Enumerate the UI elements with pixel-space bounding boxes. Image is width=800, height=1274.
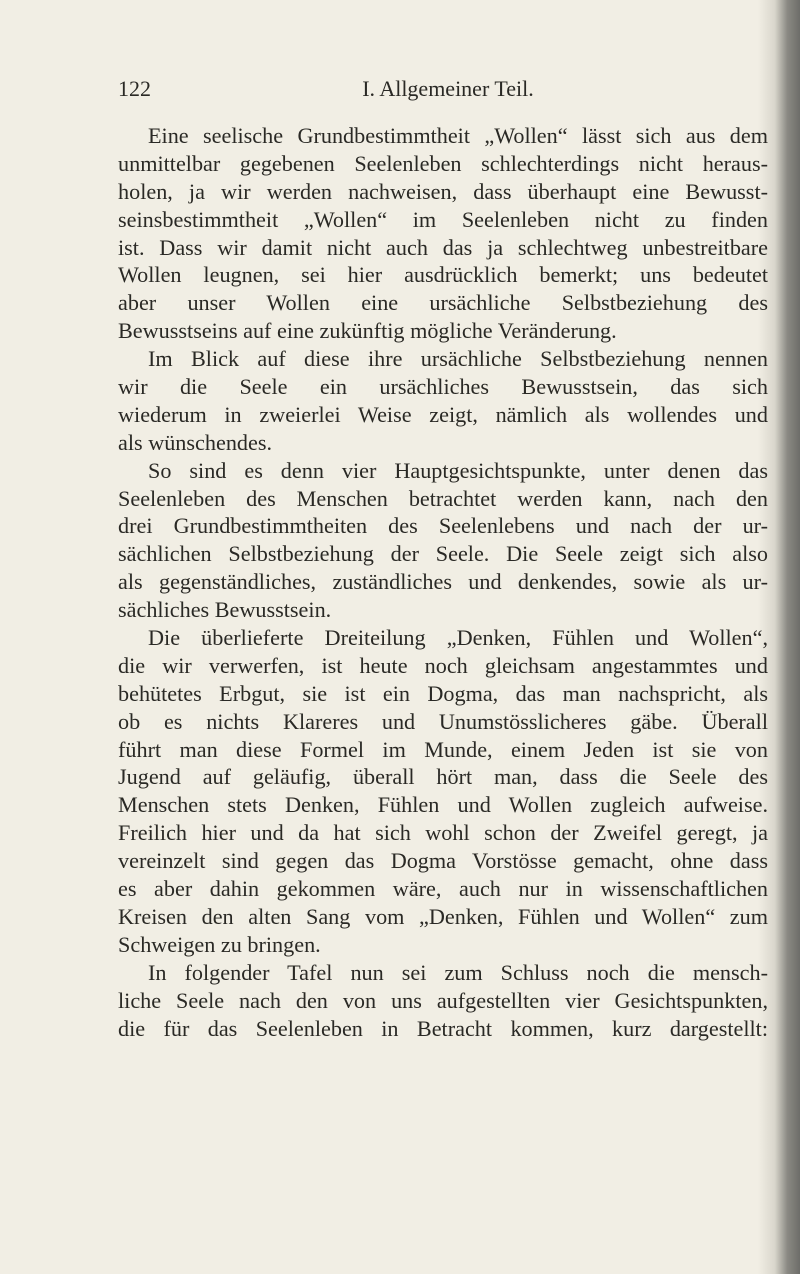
text-line: In folgender Tafel nun sei zum Schluss noch die mensch- (148, 959, 768, 985)
text-line: die wir verwerfen, ist heute noch gleichsam angestammtes und (118, 652, 768, 678)
text-line: Im Blick auf diese ihre ursächliche Selbstbeziehung nennen (148, 346, 768, 372)
text-line: Bewusstseins auf eine zukünftig mögliche Veränderung. (118, 318, 617, 344)
text-line: als gegenständliches, zuständliches und denkendes, sowie als ur- (118, 569, 768, 595)
text-line: seinsbestimmtheit „Wollen“ im Seelenleben nicht zu finden (118, 206, 768, 232)
text-line: So sind es denn vier Hauptgesichtspunkte, unter denen das (148, 457, 768, 483)
text-line: ob es nichts Klareres und Unumstösslicheres gäbe. Überall (118, 708, 768, 734)
text-line: ist. Dass wir damit nicht auch das ja schlechtweg unbestreitbare (118, 234, 768, 260)
text-line: wir die Seele ein ursächliches Bewusstsein, das sich (118, 374, 768, 400)
text-line: Kreisen den alten Sang vom „Denken, Fühlen und Wollen“ zum (118, 903, 768, 929)
text-line: es aber dahin gekommen wäre, auch nur in wissenschaftlichen (118, 876, 768, 902)
text-line: behütetes Erbgut, sie ist ein Dogma, das man nachspricht, als (118, 680, 768, 706)
text-line: Freilich hier und da hat sich wohl schon der Zweifel geregt, ja (118, 820, 768, 846)
body-text (118, 122, 768, 1042)
text-line: drei Grundbestimmtheiten des Seelenlebens und nach der ur- (118, 513, 768, 539)
text-line: liche Seele nach den von uns aufgestellten vier Gesichtspunkten, (118, 987, 768, 1013)
text-line: als wünschendes. (118, 429, 273, 455)
text-line: Menschen stets Denken, Fühlen und Wollen zugleich aufweise. (118, 792, 768, 818)
text-line: sächliches Bewusstsein. (118, 597, 332, 623)
text-line: aber unser Wollen eine ursächliche Selbstbeziehung des (118, 290, 768, 316)
text-line: vereinzelt sind gegen das Dogma Vorstösse gemacht, ohne dass (118, 848, 768, 874)
text-line: holen, ja wir werden nachweisen, dass überhaupt eine Bewusst- (118, 178, 768, 204)
text-line: Die überlieferte Dreiteilung „Denken, Fühlen und Wollen“, (148, 625, 768, 651)
running-head: I. Allgemeiner Teil. (362, 76, 534, 101)
text-line: Schweigen zu bringen. (118, 931, 321, 957)
text-line: Jugend auf geläufig, überall hört man, dass die Seele des (118, 764, 768, 790)
text-line: unmittelbar gegebenen Seelenleben schlechterdings nicht heraus- (118, 150, 768, 176)
page-number: 122 (118, 76, 151, 101)
text-line: Eine seelische Grundbestimmtheit „Wollen“ lässt sich aus dem (148, 123, 768, 148)
page-header (118, 76, 778, 106)
text-line: führt man diese Formel im Munde, einem Jeden ist sie von (118, 736, 768, 762)
text-line: die für das Seelenleben in Betracht kommen, kurz dargestellt: (118, 1015, 768, 1041)
text-line: Seelenleben des Menschen betrachtet werden kann, nach den (118, 485, 768, 511)
text-line: Wollen leugnen, sei hier ausdrücklich bemerkt; uns bedeutet (118, 262, 768, 288)
text-line: sächlichen Selbstbeziehung der Seele. Die Seele zeigt sich also (118, 541, 768, 567)
text-line: wiederum in zweierlei Weise zeigt, nämlich als wollendes und (118, 401, 768, 427)
